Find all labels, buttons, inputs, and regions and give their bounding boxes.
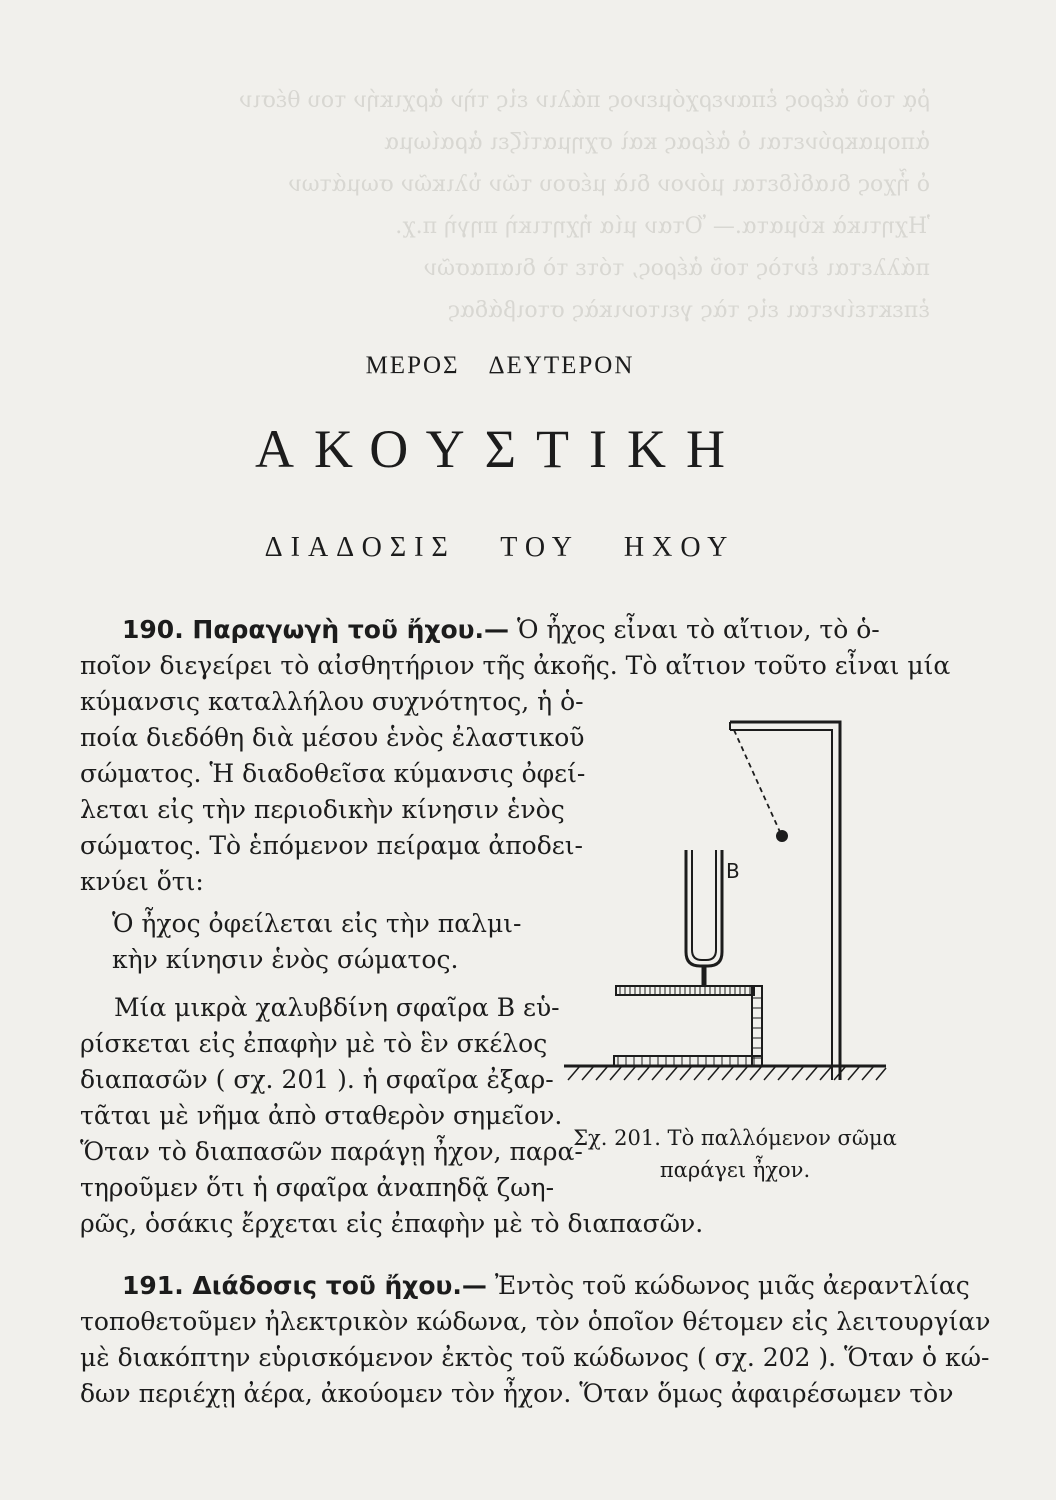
stand-frame-inner [730,730,832,1080]
caption-line: Σχ. 201. Τὸ παλλόμενον σῶμα [573,1126,897,1150]
article-line: ποῖον διεγείρει τὸ αἰσθητήριον τῆς ἀκοῆς. Τὸ αἴτιον τοῦτο εἶναι μία [80,651,951,680]
figure-201-tuning-fork [558,710,898,1110]
article-line: δων περιέχῃ ἀέρα, ἀκούομεν τὸν ἦχον. Ὅταν ὅμως ἀφαιρέσωμεν τὸν [80,1379,954,1408]
experiment-line: Ὅταν τὸ διαπασῶν παράγῃ ἦχον, παρα- [80,1137,583,1166]
experiment-line: τᾶται μὲ νῆμα ἀπὸ σταθερὸν σημεῖον. [80,1101,563,1130]
statement-line: κὴν κίνησιν ἑνὸς σώματος. [112,945,459,974]
article-line: μὲ διακόπτην εὑρισκόμενον ἐκτὸς τοῦ κώδωνος ( σχ. 202 ). Ὅταν ὁ κώ- [80,1343,990,1372]
experiment-line: ρίσκεται εἰς ἐπαφὴν μὲ τὸ ἓν σκέλος [80,1029,548,1058]
article-line: Ὁ ἦχος εἶναι τὸ αἴτιον, τὸ ὁ- [517,615,880,644]
experiment-line: ρῶς, ὁσάκις ἔρχεται εἰς ἐπαφὴν μὲ τὸ διαπασῶν. [80,1209,704,1238]
part-title: ΜΕΡΟΣ ΔΕΥΤΕΡΟΝ [365,352,635,379]
article-line: τοποθετοῦμεν ἠλεκτρικὸν κώδωνα, τὸν ὁποῖον θέτομεν εἰς λειτουργίαν [80,1307,991,1336]
caption-line: παράγει ἦχον. [659,1158,811,1182]
experiment-line: διαπασῶν ( σχ. 201 ). ἡ σφαῖρα ἐξαρ- [80,1065,554,1094]
section-title: ΔΙΑΔΟΣΙΣ ΤΟΥ ΗΧΟΥ [264,532,736,563]
article-line: λεται εἰς τὴν περιοδικὴν κίνησιν ἑνὸς [80,795,565,824]
principle-statement [112,906,521,978]
fork-base [614,986,762,1066]
show-through-text: ῥᾳ τοῦ ἀέρος ἐπανερχόμενος πάλιν εἰς τὴν ἀρχικήν του θέσιν ἀπομακρύνεται ὁ ἀέρας καὶ σχηματίζει ἀραίωμα ὁ ἦχος διαδίδεται μόνον διὰ μέσου τῶν ὑλικῶν σωμάτων Ἠχητικὰ κύματα.— Ὅταν μία ἠχητικὴ πηγὴ π.χ. πάλλεται ἐντὸς τοῦ ἀέρος, τότε τὸ διαπασῶν ἐπεκτείνεται εἰς τὰς γειτονικὰς στοιβάδας [238,88,930,323]
experiment-line: Μία μικρὰ χαλυβδίνη σφαῖρα Β εὑ- [114,993,560,1022]
chapter-title: ΑΚΟΥΣΤΙΚΗ [255,419,745,479]
article-190: 190. Παραγωγὴ τοῦ ἤχου.— Ὁ ἦχος εἶναι τὸ αἴτιον, τὸ ὁ- ποῖον διεγείρει τὸ αἰσθητήριον τῆς ἀκοῆς. Τὸ αἴτιον τοῦτο εἶναι μία κύμανσις καταλλήλου συχνότητος, ἡ ὁ- ποία διεδόθη διὰ μέσου ἑνὸς ἐλαστικοῦ σώματος. Ἡ διαδοθεῖσα κύμανσις ὀφεί- λεται εἰς τὴν περιοδικὴν κίνησιν ἑνὸς σώματος. Τὸ ἑπόμενον πείραμα ἀποδει- κνύει ὅτι: [80,612,950,900]
article-line: κνύει ὅτι: [80,867,204,896]
experiment-line: τηροῦμεν ὅτι ἡ σφαῖρα ἀναπηδᾷ ζωη- [80,1173,555,1202]
stand-frame [730,722,840,1080]
article-heading: Διάδοσις τοῦ ἤχου.— [192,1271,487,1300]
article-line: σώματος. Ἡ διαδοθεῖσα κύμανσις ὀφεί- [80,759,586,788]
statement-line: Ὁ ἦχος ὀφείλεται εἰς τὴν παλμι- [112,909,522,938]
steel-ball [776,830,788,842]
article-number: 190 [122,615,175,644]
suspension-thread [734,730,780,832]
article-line: Ἐντὸς τοῦ κώδωνος μιᾶς ἀεραντλίας [494,1271,970,1300]
figure-caption [560,1122,910,1186]
article-heading: Παραγωγὴ τοῦ ἤχου.— [192,615,510,644]
article-191: 191. Διάδοσις τοῦ ἤχου.— Ἐντὸς τοῦ κώδωνος μιᾶς ἀεραντλίας τοποθετοῦμεν ἠλεκτρικὸν κώδωνα, τὸν ὁποῖον θέτομεν εἰς λειτουργίαν μὲ διακόπτην εὑρισκόμενον ἐκτὸς τοῦ κώδωνος ( σχ. 202 ). Ὅταν ὁ κώ- δων περιέχῃ ἀέρα, ἀκούομεν τὸν ἦχον. Ὅταν ὅμως ἀφαιρέσωμεν τὸν [80,1268,910,1412]
article-line: κύμανσις καταλλήλου συχνότητος, ἡ ὁ- [80,687,584,716]
tuning-fork [686,850,722,986]
article-line: ποία διεδόθη διὰ μέσου ἑνὸς ἐλαστικοῦ [80,723,585,752]
article-line: σώματος. Τὸ ἑπόμενον πείραμα ἀποδει- [80,831,583,860]
ball-label: B [726,859,740,883]
article-number: 191 [122,1271,175,1300]
ground [564,1066,886,1080]
